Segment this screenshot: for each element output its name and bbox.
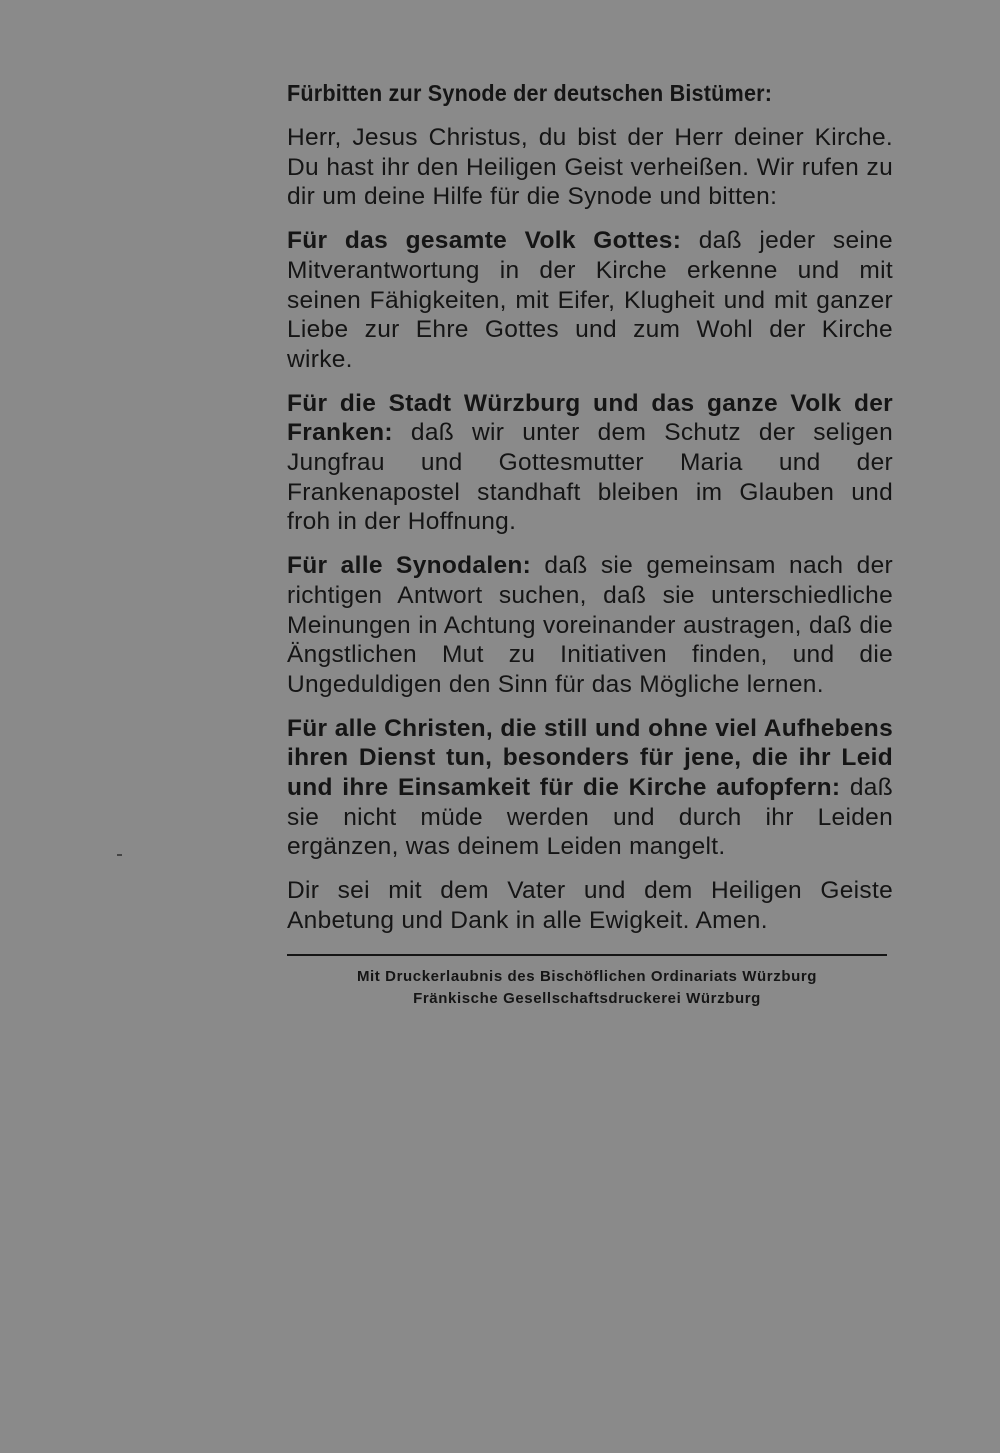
paragraph-text: daß wir unter dem Schutz der seligen Jungfrau und Gottesmutter Maria und der Frankenapostel standhaft bleiben im Glauben und froh in der Hoffnung. xyxy=(287,419,893,536)
divider-rule xyxy=(287,954,887,956)
paragraph-intro xyxy=(287,123,893,212)
paragraph-lead: Für die Stadt Würzburg und das ganze Volk der Franken: xyxy=(287,389,893,447)
prayer-page xyxy=(287,78,893,1010)
paragraph-christen xyxy=(287,714,893,863)
paragraph-volk-gottes xyxy=(287,226,893,375)
paragraph-synodalen xyxy=(287,551,893,700)
paragraph-lead: Für das gesamte Volk Gottes: xyxy=(287,227,682,255)
paragraph-text: Herr, Jesus Christus, du bist der Herr deiner Kirche. Du hast ihr den Heiligen Geist verheißen. Wir rufen zu dir um deine Hilfe für die Synode und bitten: xyxy=(287,124,893,211)
paragraph-doxology xyxy=(287,876,893,935)
paragraph-text: daß sie nicht müde werden und durch ihr Leiden ergänzen, was deinem Leiden mangelt. xyxy=(287,774,893,861)
paragraph-lead: Für alle Synodalen: xyxy=(287,552,532,580)
imprint-line-2: Fränkische Gesellschaftsdruckerei Würzburg xyxy=(413,989,761,1007)
paragraph-text: daß jeder seine Mitverantwortung in der Kirche erkenne und mit seinen Fähigkeiten, mit Eifer, Klugheit und mit ganzer Liebe zur Ehre Gottes und zum Wohl der Kirche wirke. xyxy=(287,227,893,373)
page-title: Fürbitten zur Synode der deutschen Bistümer: xyxy=(287,80,773,106)
paragraph-lead: Für alle Christen, die still und ohne viel Aufhebens ihren Dienst tun, besonders für jene, die ihr Leid und ihre Einsamkeit für die Kirche aufopfern: xyxy=(287,714,893,802)
stray-mark xyxy=(117,854,122,856)
paragraph-wuerzburg xyxy=(287,389,893,538)
imprint-line-1: Mit Druckerlaubnis des Bischöflichen Ordinariats Würzburg xyxy=(356,967,818,985)
paragraph-text: Dir sei mit dem Vater und dem Heiligen Geiste Anbetung und Dank in alle Ewigkeit. Amen. xyxy=(287,877,893,934)
paragraph-text: daß sie gemeinsam nach der richtigen Antwort suchen, daß sie unterschiedliche Meinungen in Achtung voreinander austragen, daß die Ängstlichen Mut zu Initiativen finden, und die Ungeduldigen den Sinn für das Mögliche lernen. xyxy=(287,552,893,698)
